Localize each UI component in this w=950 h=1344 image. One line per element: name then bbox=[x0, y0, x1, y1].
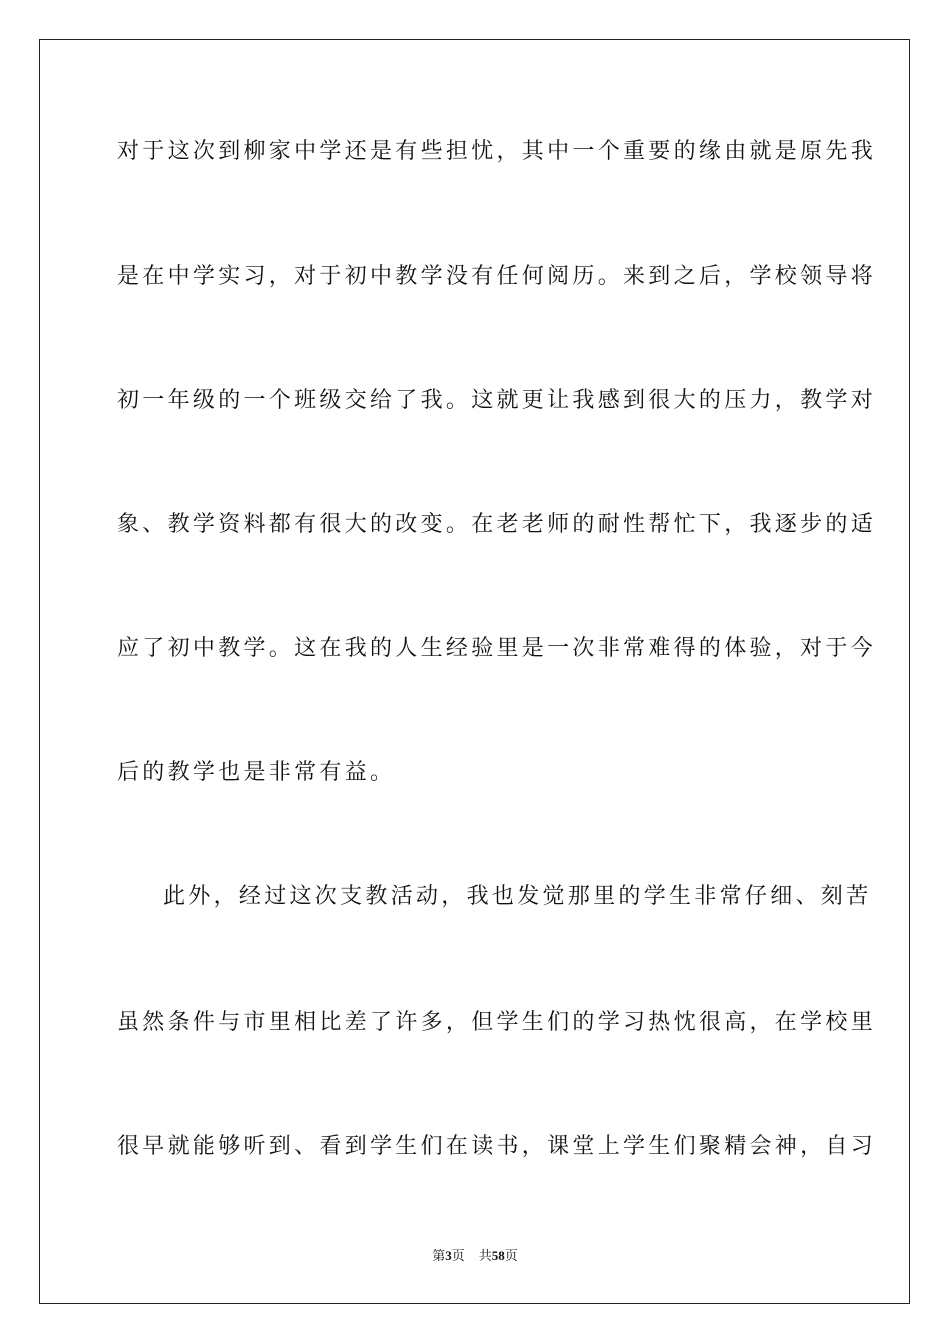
body-text-line: 对于这次到柳家中学还是有些担忧，其中一个重要的缘由就是原先我 bbox=[117, 139, 877, 164]
body-text-line: 初一年级的一个班级交给了我。这就更让我感到很大的压力，教学对 bbox=[117, 388, 877, 413]
page-footer bbox=[0, 1247, 950, 1265]
body-text-line: 应了初中教学。这在我的人生经验里是一次非常难得的体验，对于今 bbox=[117, 636, 877, 661]
paragraph-first-line: 此外，经过这次支教活动，我也发觉那里的学生非常仔细、刻苦 bbox=[163, 884, 872, 909]
total-prefix: 共 bbox=[478, 1248, 492, 1263]
body-text-line: 虽然条件与市里相比差了许多，但学生们的学习热忱很高，在学校里 bbox=[117, 1010, 877, 1035]
body-text-line: 是在中学实习，对于初中教学没有任何阅历。来到之后，学校领导将 bbox=[117, 264, 877, 289]
page-prefix: 第 bbox=[432, 1248, 446, 1263]
total-suffix: 页 bbox=[504, 1248, 518, 1263]
page-suffix: 页 bbox=[451, 1248, 465, 1263]
body-text-line: 很早就能够听到、看到学生们在读书，课堂上学生们聚精会神，自习 bbox=[117, 1134, 877, 1159]
total-pages: 58 bbox=[491, 1248, 505, 1263]
body-text-line: 后的教学也是非常有益。 bbox=[117, 760, 396, 785]
page-border bbox=[39, 39, 910, 1304]
page-number: 3 bbox=[445, 1248, 452, 1263]
body-text-line: 象、教学资料都有很大的改变。在老老师的耐性帮忙下，我逐步的适 bbox=[117, 512, 877, 537]
